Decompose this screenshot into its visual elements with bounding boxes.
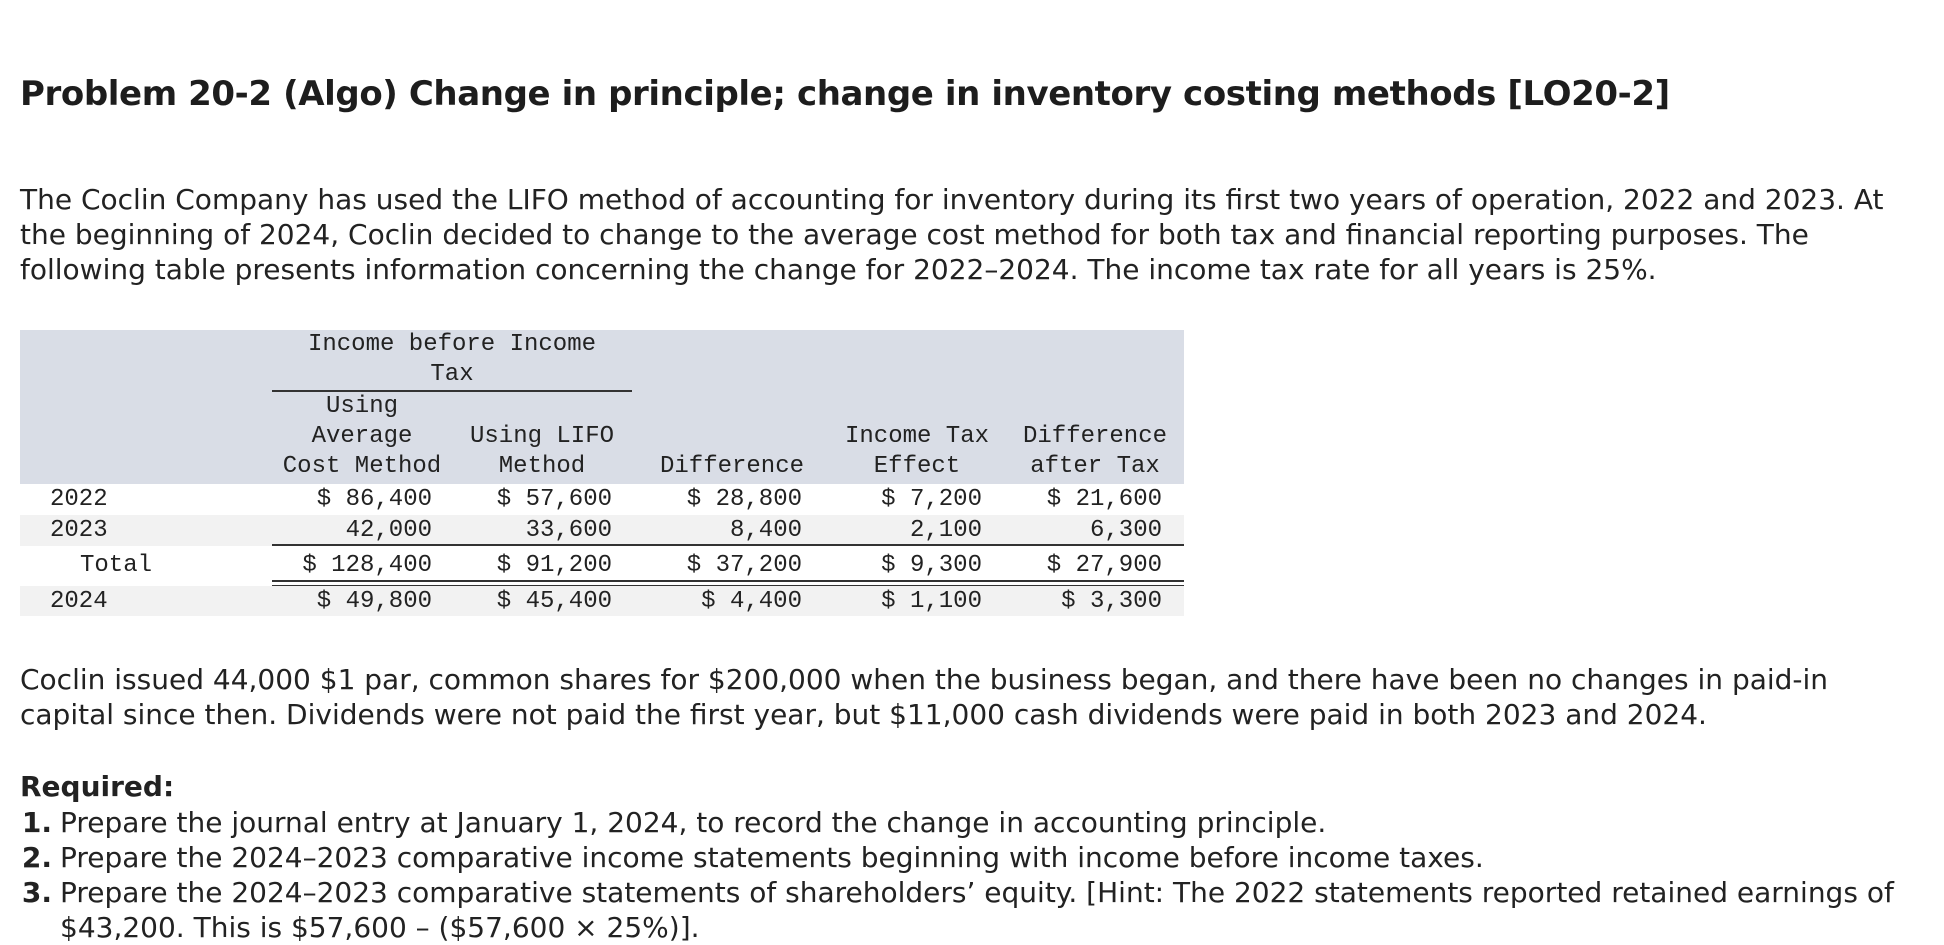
row-label: 2023 <box>50 517 108 544</box>
cell-diff: $ 28,800 <box>686 486 802 513</box>
table-header <box>20 330 1184 484</box>
required-item-text: Prepare the 2024–2023 comparative income statements beginning with income before income taxes. <box>60 841 1484 874</box>
cell-diff: $ 37,200 <box>686 552 802 579</box>
table-row-2024 <box>20 586 1184 616</box>
cell-after: $ 21,600 <box>1046 486 1162 513</box>
cell-diff: $ 4,400 <box>701 588 802 615</box>
cell-lifo: $ 57,600 <box>496 486 612 513</box>
col-avg-line-1: Using <box>325 393 398 420</box>
table-row-total <box>20 546 1184 584</box>
col-after-line-1: Difference <box>1022 423 1168 450</box>
required-item-number: 2. <box>21 841 52 874</box>
intro-paragraph: The Coclin Company has used the LIFO method of accounting for inventory during its first two years of operation, 2022 and 2023. At the beginning of 2024, Coclin decided to change to the average cost method for both tax and financial reporting purposes. The following table presents information concerning the change for 2022–2024. The income tax rate for all years is 25%. <box>20 183 1884 286</box>
required-item <box>20 875 1930 945</box>
problem-title: Problem 20-2 (Algo) Change in principle; change in inventory costing methods [LO20-2] <box>20 74 1670 114</box>
cell-avg: $ 49,800 <box>316 588 432 615</box>
cell-tax: 2,100 <box>909 517 982 544</box>
inventory-change-table <box>20 330 1184 616</box>
required-item-number: 1. <box>21 806 52 839</box>
required-item-text: Prepare the 2024–2023 comparative statements of shareholders’ equity. [Hint: The 2022 statements reported retained earnings of $43,200. This is $57,600 – ($57,600 × 25%)]. <box>60 876 1894 944</box>
col-tax-line-2: Effect <box>873 453 961 480</box>
cell-after: 6,300 <box>1089 517 1162 544</box>
col-difference: Difference <box>659 453 805 480</box>
col-tax-line-1: Income Tax <box>844 423 990 450</box>
required-item-text: Prepare the journal entry at January 1, 2024, to record the change in accounting principle. <box>60 806 1327 839</box>
required-item <box>20 805 1930 840</box>
cell-diff: 8,400 <box>729 517 802 544</box>
cell-lifo: 33,600 <box>525 517 612 544</box>
col-lifo-line-2: Method <box>498 453 586 480</box>
required-item <box>20 840 1930 875</box>
col-after-line-2: after Tax <box>1030 453 1160 480</box>
required-item-number: 3. <box>21 876 52 909</box>
cell-tax: $ 7,200 <box>881 486 982 513</box>
col-avg-line-3: Cost Method <box>282 453 442 480</box>
required-list <box>20 805 1930 945</box>
cell-avg: $ 128,400 <box>302 552 432 579</box>
cell-lifo: $ 91,200 <box>496 552 612 579</box>
col-avg-line-2: Average <box>311 423 413 450</box>
row-label: Total <box>80 552 153 579</box>
table-row-2023 <box>20 515 1184 546</box>
shares-paragraph: Coclin issued 44,000 $1 par, common shares for $200,000 when the business began, and there have been no changes in paid-in capital since then. Dividends were not paid the first year, but $11,000 cash dividends were paid in both 2023 and 2024. <box>20 663 1829 731</box>
table-row-2022 <box>20 484 1184 515</box>
group-header-line-1: Income before Income <box>307 331 597 358</box>
cell-tax: $ 1,100 <box>881 588 982 615</box>
cell-after: $ 27,900 <box>1046 552 1162 579</box>
cell-avg: 42,000 <box>345 517 432 544</box>
cell-lifo: $ 45,400 <box>496 588 612 615</box>
col-lifo-line-1: Using LIFO <box>469 423 615 450</box>
required-label: Required: <box>20 770 175 803</box>
group-header-line-2: Tax <box>430 361 474 388</box>
cell-after: $ 3,300 <box>1061 588 1162 615</box>
row-label: 2024 <box>50 588 108 615</box>
cell-tax: $ 9,300 <box>881 552 982 579</box>
cell-avg: $ 86,400 <box>316 486 432 513</box>
row-label: 2022 <box>50 486 108 513</box>
